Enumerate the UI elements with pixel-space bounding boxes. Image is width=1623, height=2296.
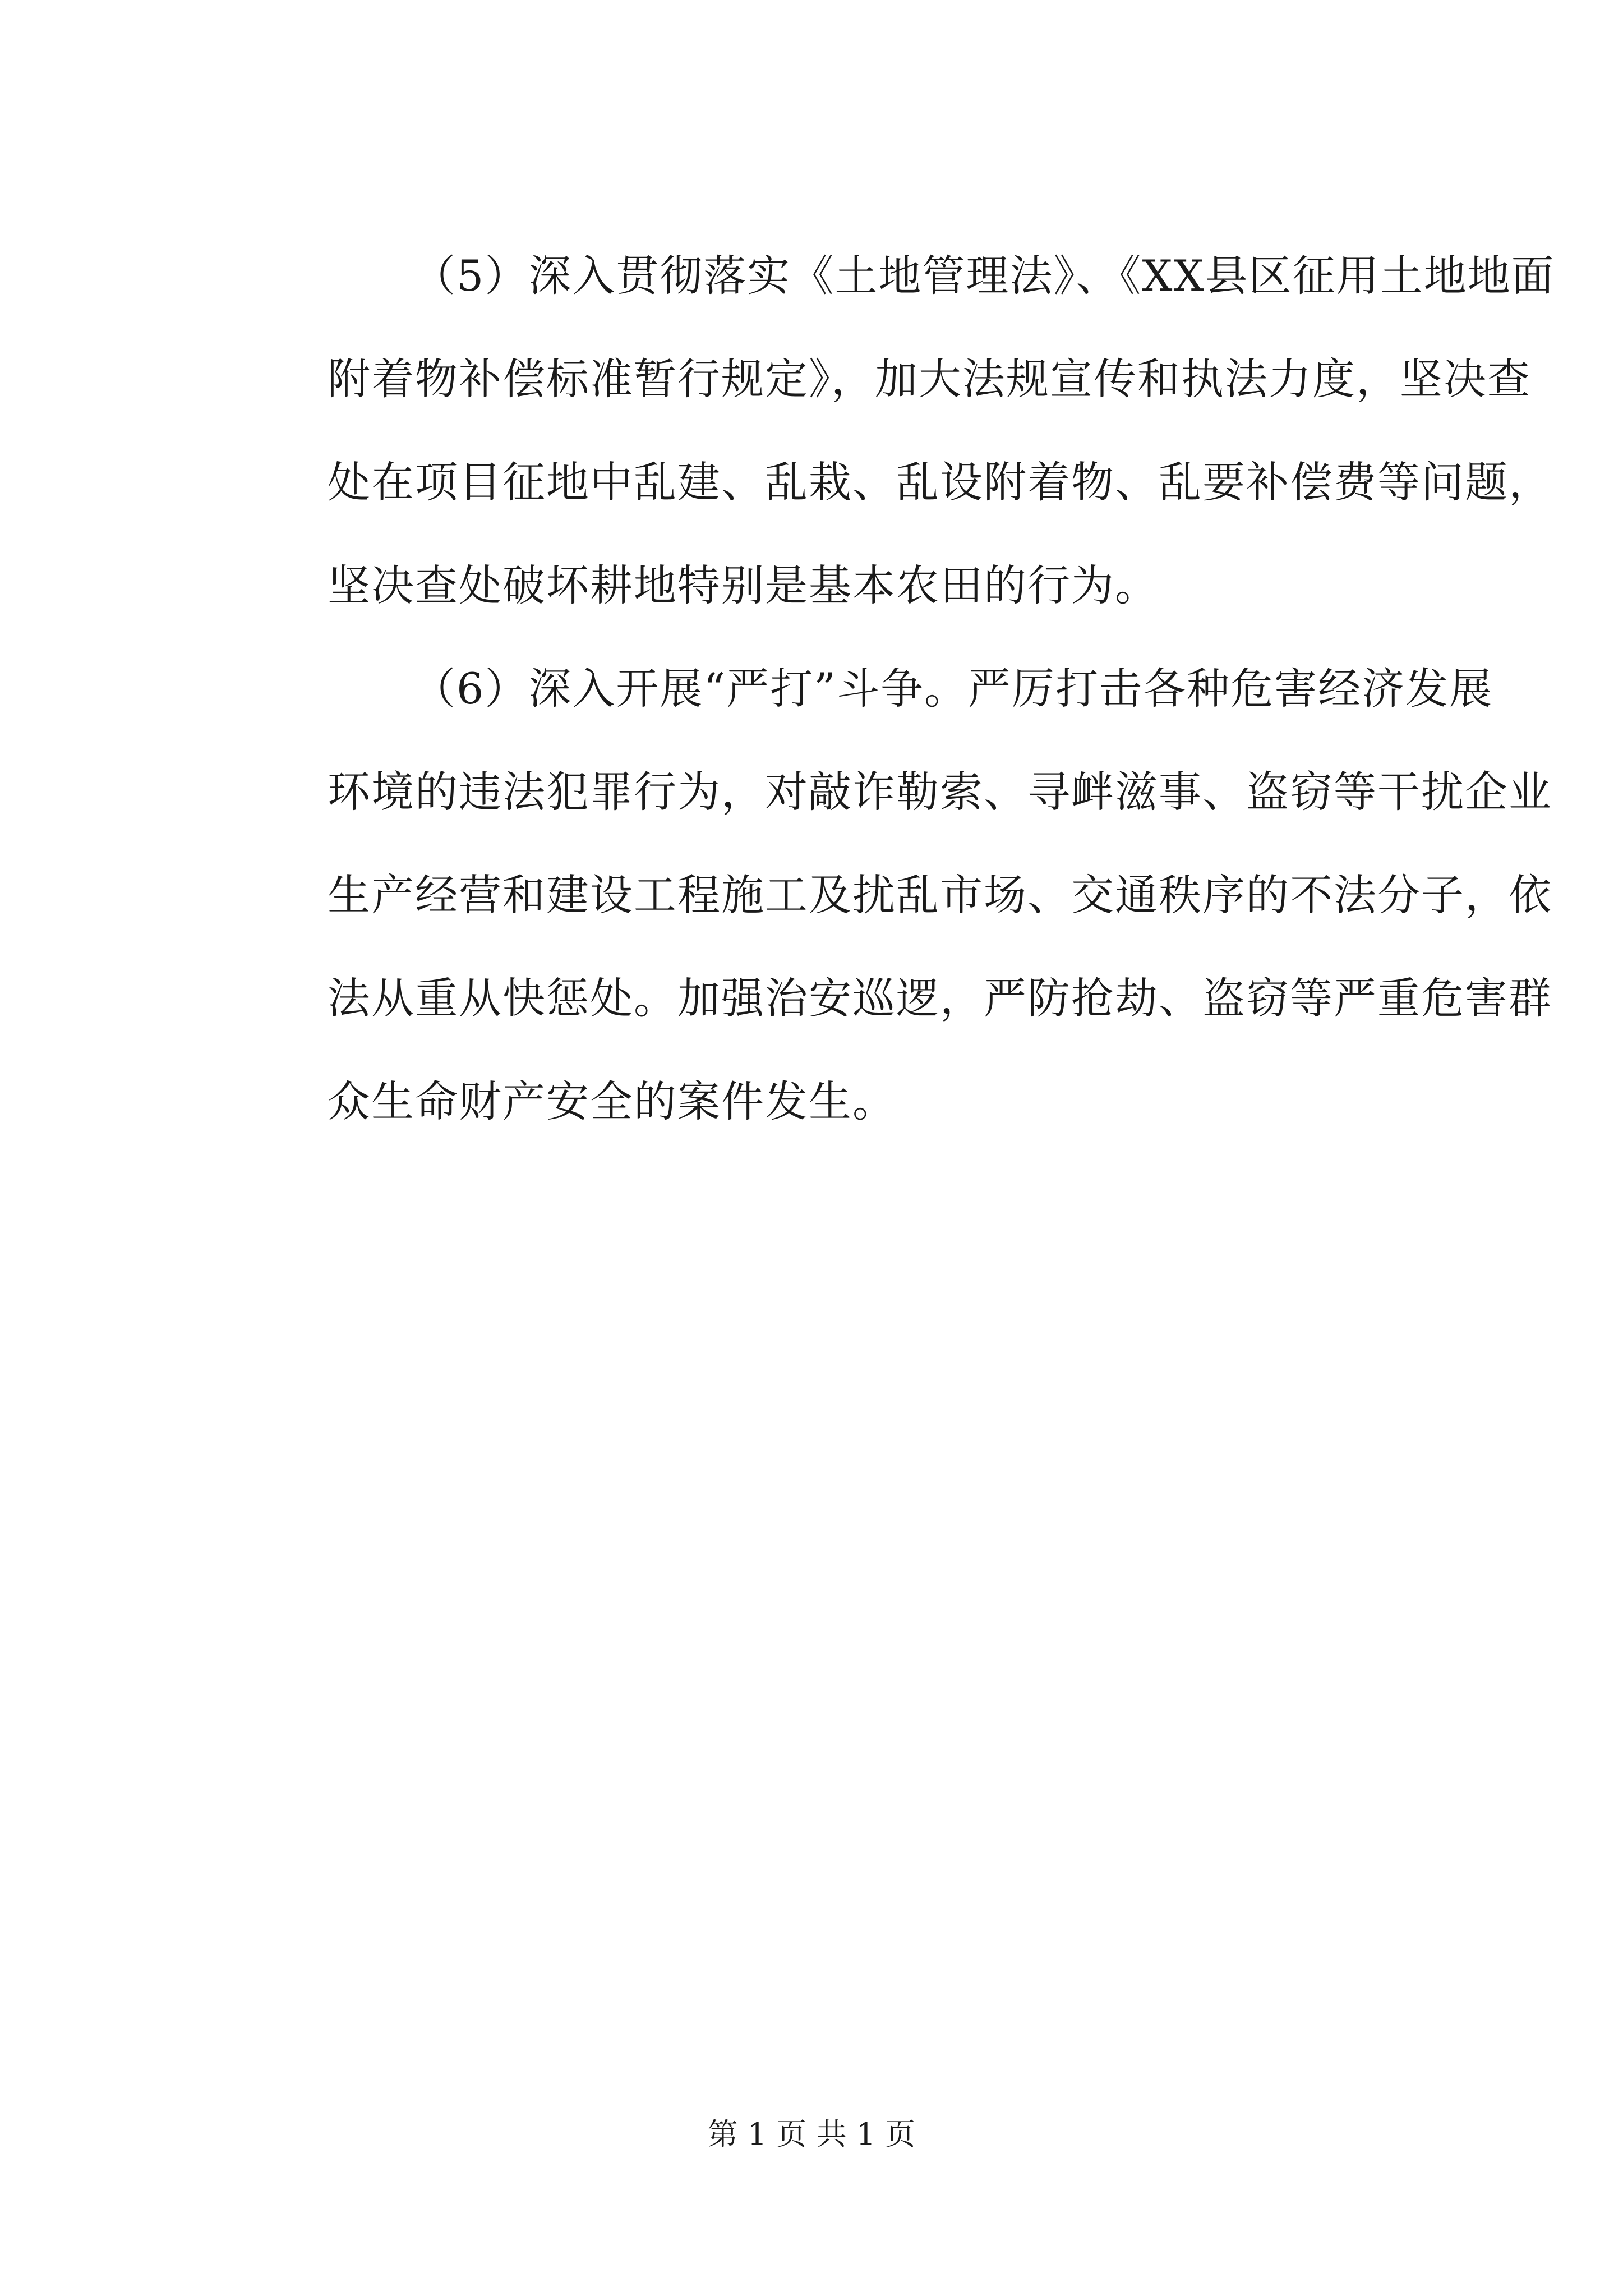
paragraph-line: 众生命财产安全的案件发生。 [328, 1076, 896, 1126]
paragraph-line: 附着物补偿标准暂行规定》，加大法规宣传和执法力度，坚决查 [328, 354, 1531, 404]
page-footer [0, 2112, 1623, 2157]
paragraph-line: （6）深入开展“严打”斗争。严厉打击各种危害经济发展 [413, 664, 1493, 714]
document-body [242, 224, 1555, 1153]
paragraph-6 [242, 637, 1552, 1153]
paragraph-line: 处在项目征地中乱建、乱栽、乱设附着物、乱要补偿费等问题， [328, 457, 1552, 507]
paragraph-5 [242, 224, 1555, 637]
paragraph-line: 法从重从快惩处。加强治安巡逻，严防抢劫、盗窃等严重危害群 [328, 973, 1552, 1023]
paragraph-line: 环境的违法犯罪行为，对敲诈勒索、寻衅滋事、盗窃等干扰企业 [328, 767, 1552, 817]
paragraph-line: 生产经营和建设工程施工及扰乱市场、交通秩序的不法分子，依 [328, 870, 1552, 920]
page-number-label: 第 1 页 共 1 页 [707, 2116, 916, 2152]
paragraph-line: 坚决查处破坏耕地特别是基本农田的行为。 [328, 560, 1159, 610]
paragraph-line: （5）深入贯彻落实《土地管理法》、《XX县区征用土地地面 [413, 251, 1555, 301]
